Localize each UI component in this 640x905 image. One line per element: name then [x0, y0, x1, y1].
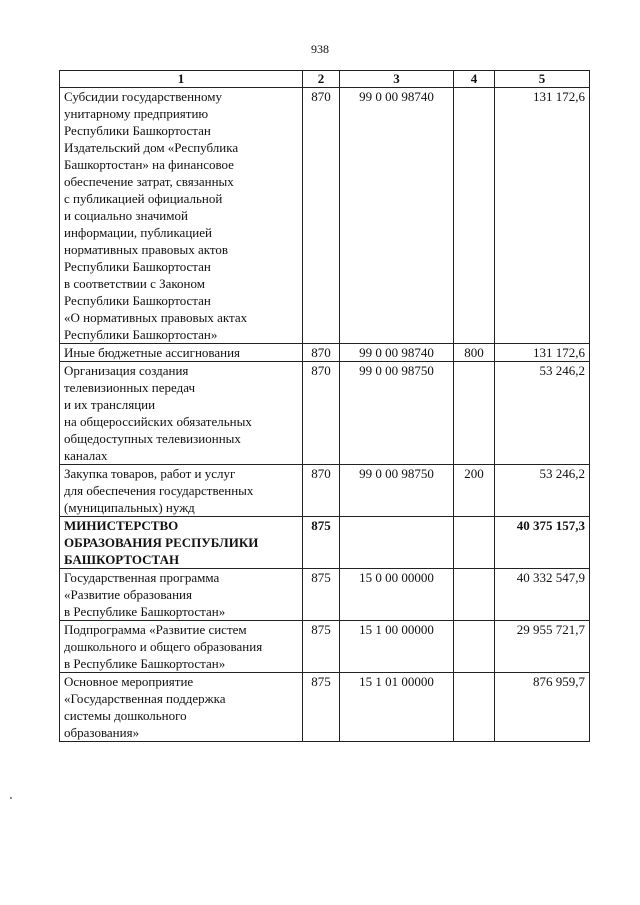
row-csr: 15 1 01 00000 [340, 673, 454, 742]
row-name: Государственная программа «Развитие образования в Республике Башкортостан» [60, 569, 303, 621]
table-row [60, 621, 590, 673]
row-ved: 870 [303, 465, 340, 517]
header-col-4: 4 [454, 71, 495, 88]
row-ved: 875 [303, 517, 340, 569]
row-name: Иные бюджетные ассигнования [60, 344, 303, 362]
row-sum: 40 332 547,9 [495, 569, 590, 621]
row-ved: 875 [303, 569, 340, 621]
row-csr: 15 1 00 00000 [340, 621, 454, 673]
table-row [60, 569, 590, 621]
row-name: Закупка товаров, работ и услуг для обеспечения государственных (муниципальных) нужд [60, 465, 303, 517]
row-csr: 99 0 00 98740 [340, 88, 454, 344]
row-vr [454, 362, 495, 465]
row-sum: 131 172,6 [495, 344, 590, 362]
row-sum: 876 959,7 [495, 673, 590, 742]
budget-table [59, 70, 590, 742]
row-csr [340, 517, 454, 569]
row-vr: 800 [454, 344, 495, 362]
header-col-5: 5 [495, 71, 590, 88]
table-row-ministry [60, 517, 590, 569]
row-ved: 875 [303, 621, 340, 673]
row-sum: 131 172,6 [495, 88, 590, 344]
row-vr [454, 621, 495, 673]
header-col-1: 1 [60, 71, 303, 88]
row-vr [454, 673, 495, 742]
row-sum: 53 246,2 [495, 362, 590, 465]
row-name: Субсидии государственному унитарному предприятию Республики Башкортостан Издательский дом «Республика Башкортостан» на финансовое обеспечение затрат, связанных с публикацией официальной и социально значимой информации, публикацией нормативных правовых актов Республики Башкортостан в соответствии с Законом Республики Башкортостан «О нормативных правовых актах Республики Башкортостан» [60, 88, 303, 344]
row-csr: 99 0 00 98740 [340, 344, 454, 362]
table-row [60, 362, 590, 465]
row-csr: 99 0 00 98750 [340, 465, 454, 517]
row-sum: 53 246,2 [495, 465, 590, 517]
page-number: 938 [311, 42, 329, 56]
table-row [60, 673, 590, 742]
row-name: Подпрограмма «Развитие систем дошкольного и общего образования в Республике Башкортостан» [60, 621, 303, 673]
table-row [60, 465, 590, 517]
row-ved: 875 [303, 673, 340, 742]
header-row [60, 71, 590, 88]
row-ved: 870 [303, 362, 340, 465]
row-vr: 200 [454, 465, 495, 517]
row-vr [454, 517, 495, 569]
header-col-2: 2 [303, 71, 340, 88]
row-csr: 15 0 00 00000 [340, 569, 454, 621]
row-ved: 870 [303, 344, 340, 362]
row-name: МИНИСТЕРСТВО ОБРАЗОВАНИЯ РЕСПУБЛИКИ БАШКОРТОСТАН [60, 517, 303, 569]
row-ved: 870 [303, 88, 340, 344]
table-row [60, 344, 590, 362]
row-vr [454, 88, 495, 344]
row-vr [454, 569, 495, 621]
scan-speck [10, 797, 12, 799]
row-sum: 29 955 721,7 [495, 621, 590, 673]
row-csr: 99 0 00 98750 [340, 362, 454, 465]
row-name: Основное мероприятие «Государственная поддержка системы дошкольного образования» [60, 673, 303, 742]
row-sum: 40 375 157,3 [495, 517, 590, 569]
header-col-3: 3 [340, 71, 454, 88]
table-row [60, 88, 590, 344]
row-name: Организация создания телевизионных передач и их трансляции на общероссийских обязательных общедоступных телевизионных каналах [60, 362, 303, 465]
